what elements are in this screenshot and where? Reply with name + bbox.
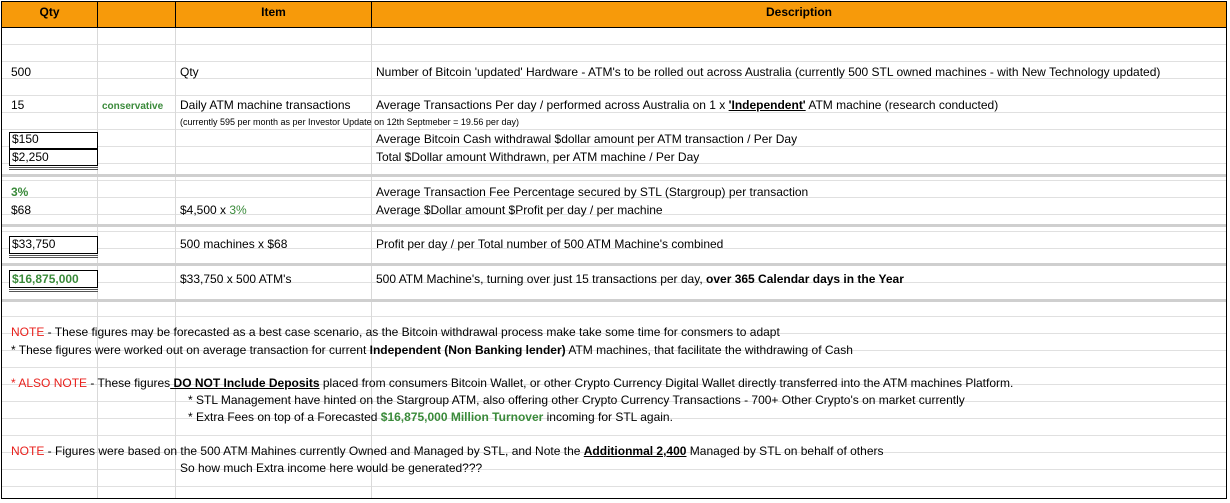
note-best-case[interactable]: NOTE - These figures may be forecasted as a best case scenario, as the Bitcoin withdrawal process make take some time for consmers to adapt: [11, 325, 780, 339]
qty-150[interactable]: $150: [12, 132, 39, 146]
desc-avg-transactions[interactable]: Average Transactions Per day / performed across Australia on 1 x 'Independent' ATM machine (research conducted): [376, 98, 999, 112]
note-stl-management[interactable]: * STL Management have hinted on the Stargroup ATM, also offering other Crypto Currency Transactions - 700+ Other Crypto's on market currently: [188, 393, 965, 407]
spreadsheet: [1, 1, 1227, 499]
row-separator-2: [2, 224, 1226, 227]
desc-rollout[interactable]: Number of Bitcoin 'updated' Hardware - ATM's to be rolled out across Australia (currently 500 STL owned machines - with New Technology updated): [376, 65, 1161, 79]
row-separator-4: [2, 299, 1226, 302]
note-figures-based[interactable]: NOTE - Figures were based on the 500 ATM Mahines currently Owned and Managed by STL, and Note the Additionmal 2,400 Managed by STL on behalf of others: [11, 444, 884, 458]
qty-16875000[interactable]: $16,875,000: [12, 272, 79, 286]
qty-33750[interactable]: $33,750: [12, 237, 56, 251]
header-row: [2, 2, 1226, 28]
double-underline-33750: [9, 255, 98, 258]
qty-3-percent[interactable]: 3%: [11, 185, 29, 199]
desc-profit-per-machine[interactable]: Average $Dollar amount $Profit per day / per machine: [376, 203, 663, 217]
row-separator: [2, 174, 1226, 177]
note-average-transaction[interactable]: * These figures were worked out on average transaction for current Independent (Non Banking lender) ATM machines, that facilitate the withdrawing of Cash: [11, 343, 853, 357]
qty-68[interactable]: $68: [11, 203, 32, 217]
row-separator-3: [2, 263, 1226, 266]
conservative-tag[interactable]: conservative: [102, 101, 164, 112]
double-underline-16875000: [9, 289, 98, 292]
qty-15[interactable]: 15: [11, 98, 25, 112]
desc-annual-turnover[interactable]: 500 ATM Machine's, turning over just 15 transactions per day, over 365 Calendar days in the Year: [376, 272, 904, 286]
desc-fee-percentage[interactable]: Average Transaction Fee Percentage secured by STL (Stargroup) per transaction: [376, 185, 809, 199]
double-underline-2250: [9, 167, 98, 170]
item-qty[interactable]: Qty: [180, 65, 199, 79]
desc-total-withdrawn[interactable]: Total $Dollar amount Withdrawn, per ATM machine / Per Day: [376, 150, 700, 164]
header-qty[interactable]: Qty: [2, 2, 98, 27]
note-also-deposits[interactable]: * ALSO NOTE - These figures DO NOT Include Deposits placed from consumers Bitcoin Wallet, or other Crypto Currency Digital Wallet directly transferred into the ATM machines Platform.: [11, 376, 1014, 390]
item-33750-x-500[interactable]: $33,750 x 500 ATM's: [180, 272, 292, 286]
qty-500[interactable]: 500: [11, 65, 32, 79]
item-daily-transactions[interactable]: Daily ATM machine transactions: [180, 98, 351, 112]
header-description[interactable]: Description: [765, 5, 832, 19]
note-extra-fees[interactable]: * Extra Fees on top of a Forecasted $16,875,000 Million Turnover incoming for STL again.: [188, 410, 673, 424]
item-500-machines[interactable]: 500 machines x $68: [180, 237, 288, 251]
desc-profit-combined[interactable]: Profit per day / per Total number of 500 ATM Machine's combined: [376, 237, 724, 251]
header-item[interactable]: Item: [176, 2, 372, 27]
qty-2250[interactable]: $2,250: [12, 150, 49, 164]
desc-avg-withdrawal[interactable]: Average Bitcoin Cash withdrawal $dollar amount per ATM transaction / Per Day: [376, 132, 798, 146]
item-4500-x-3[interactable]: $4,500 x 3%: [180, 203, 247, 217]
note-extra-income-question[interactable]: So how much Extra income here would be generated???: [180, 461, 483, 475]
investor-update-note[interactable]: (currently 595 per month as per Investor Update on 12th Septmeber = 19.56 per day): [180, 117, 519, 127]
header-blank[interactable]: [98, 2, 176, 27]
